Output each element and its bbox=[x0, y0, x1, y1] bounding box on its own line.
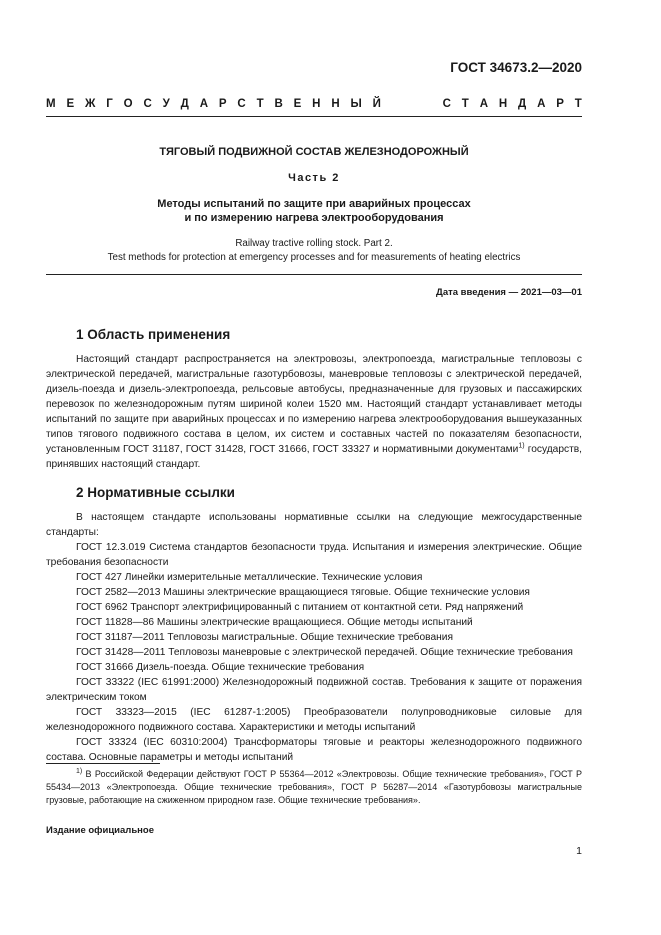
banner-letter: Т bbox=[461, 98, 469, 110]
part-label: Часть 2 bbox=[288, 172, 340, 184]
banner-letter: Т bbox=[256, 98, 264, 110]
banner-letter: Ж bbox=[84, 98, 96, 110]
reference-item: ГОСТ 31666 Дизель-поезда. Общие технические требования bbox=[76, 662, 365, 673]
reference-item: ГОСТ 6962 Транспорт электрифицированный с питанием от контактной сети. Ряд напряжений bbox=[76, 602, 524, 613]
reference-item: ГОСТ 12.3.019 Система стандартов безопасности труда. Испытания и измерения электрические. Общие требования безопасности bbox=[46, 542, 582, 568]
banner-letter: М bbox=[46, 98, 56, 110]
document-title: ТЯГОВЫЙ ПОДВИЖНОЙ СОСТАВ ЖЕЛЕЗНОДОРОЖНЫЙ bbox=[159, 146, 469, 158]
references-intro: В настоящем стандарте использованы нормативные ссылки на следующие межгосударственные стандарты: bbox=[46, 512, 582, 538]
banner-letter: Т bbox=[574, 98, 582, 110]
footnote-rule bbox=[46, 763, 160, 764]
page-number: 1 bbox=[576, 845, 582, 857]
banner-letter: Д bbox=[518, 98, 527, 110]
banner-letter: С bbox=[442, 98, 451, 110]
banner-letter: Е bbox=[66, 98, 75, 110]
banner-letter: С bbox=[143, 98, 152, 110]
banner-letter: Д bbox=[180, 98, 189, 110]
document-subtitle: Методы испытаний по защите при аварийных процессах и по измерению нагрева электрооборудования bbox=[157, 198, 471, 224]
banner-letter: Г bbox=[106, 98, 113, 110]
section-2-heading: 2 Нормативные ссылки bbox=[76, 485, 235, 500]
banner-letter: Н bbox=[312, 98, 321, 110]
title-rule bbox=[46, 274, 582, 275]
banner-letter: С bbox=[237, 98, 246, 110]
banner-letter: У bbox=[162, 98, 170, 110]
reference-item: ГОСТ 33324 (IEC 60310:2004) Трансформаторы тяговые и реакторы железнодорожного подвижного состава. Основные параметры и методы испытаний bbox=[46, 737, 582, 763]
reference-item: ГОСТ 31428—2011 Тепловозы маневровые с электрической передачей. Общие технические требования bbox=[76, 647, 573, 658]
section-1-heading: 1 Область применения bbox=[76, 327, 231, 342]
section-1-text: Настоящий стандарт распространяется на электровозы, электропоезда, магистральные тепловозы с электрической передачей, магистральные газотурбовозы, маневровые тепловозы с электрической передачей, дизель-поезда и дизель-электропоезда, рельсовые автобусы, предназначенные для грузовых и пассажирских перевозок по железнодорожным путям шириной колеи 1520 мм. Настоящий стандарт устанавливает методы испытаний по защите при аварийных процессах и по измерению нагрева электрооборудования вышеуказанных типов тягового подвижного состава в целом, их систем и составных частей по показателям безопасности, установленным ГОСТ 31187, ГОСТ 31428, ГОСТ 31666, ГОСТ 33327 и нормативными документами$^{1)}$ государств, принявших настоящий стандарт. bbox=[46, 354, 582, 470]
reference-item: ГОСТ 33323—2015 (IEC 61287-1:2005) Преобразователи полупроводниковые силовые для железнодорожного подвижного состава. Характеристики и методы испытаний bbox=[46, 707, 582, 733]
banner-letter: О bbox=[123, 98, 133, 110]
banner-letter: Ы bbox=[350, 98, 362, 110]
reference-item: ГОСТ 31187—2011 Тепловозы магистральные. Общие технические требования bbox=[76, 632, 453, 643]
official-edition-label: Издание официальное bbox=[46, 825, 154, 836]
reference-item: ГОСТ 11828—86 Машины электрические вращающиеся. Общие методы испытаний bbox=[76, 617, 473, 628]
banner-letter: А bbox=[479, 98, 488, 110]
footnote-ref: 1) bbox=[518, 442, 525, 450]
banner-gap bbox=[392, 98, 432, 110]
banner-letter: А bbox=[537, 98, 546, 110]
english-title: Railway tractive rolling stock. Part 2. Test methods for protection at emergency processes and for measurements of heating electrics bbox=[107, 238, 521, 263]
banner-letter: Е bbox=[293, 98, 302, 110]
reference-item: ГОСТ 427 Линейки измерительные металлические. Технические условия bbox=[76, 572, 423, 583]
banner-letter: Н bbox=[498, 98, 508, 110]
footnote: $^{1)}$ В Российской Федерации действуют ГОСТ Р 55364—2012 «Электровозы. Общие технические требования», ГОСТ Р 55434—2013 «Электропоезда. Общие технические требования», ГОСТ Р 56287—2014 «Газотурбовозы магистральные грузовые, работающие на сжиженном природном газе. Общие технические требования». bbox=[46, 768, 582, 805]
interstate-standard-banner bbox=[46, 98, 582, 110]
banner-letter: Р bbox=[218, 98, 227, 110]
normative-references bbox=[46, 510, 582, 765]
standard-code: ГОСТ 34673.2—2020 bbox=[450, 60, 582, 75]
reference-item: ГОСТ 33322 (IEC 61991:2000) Железнодорожный подвижной состав. Требования к защите от поражения электрическим током bbox=[46, 677, 582, 703]
effective-date: Дата введения — 2021—03—01 bbox=[436, 287, 582, 298]
banner-letter: В bbox=[274, 98, 283, 110]
banner-letter: Н bbox=[331, 98, 340, 110]
header-rule bbox=[46, 116, 582, 117]
banner-letter: Й bbox=[372, 98, 381, 110]
banner-letter: А bbox=[199, 98, 209, 110]
reference-item: ГОСТ 2582—2013 Машины электрические вращающиеся тяговые. Общие технические условия bbox=[76, 587, 530, 598]
banner-letter: Р bbox=[556, 98, 564, 110]
